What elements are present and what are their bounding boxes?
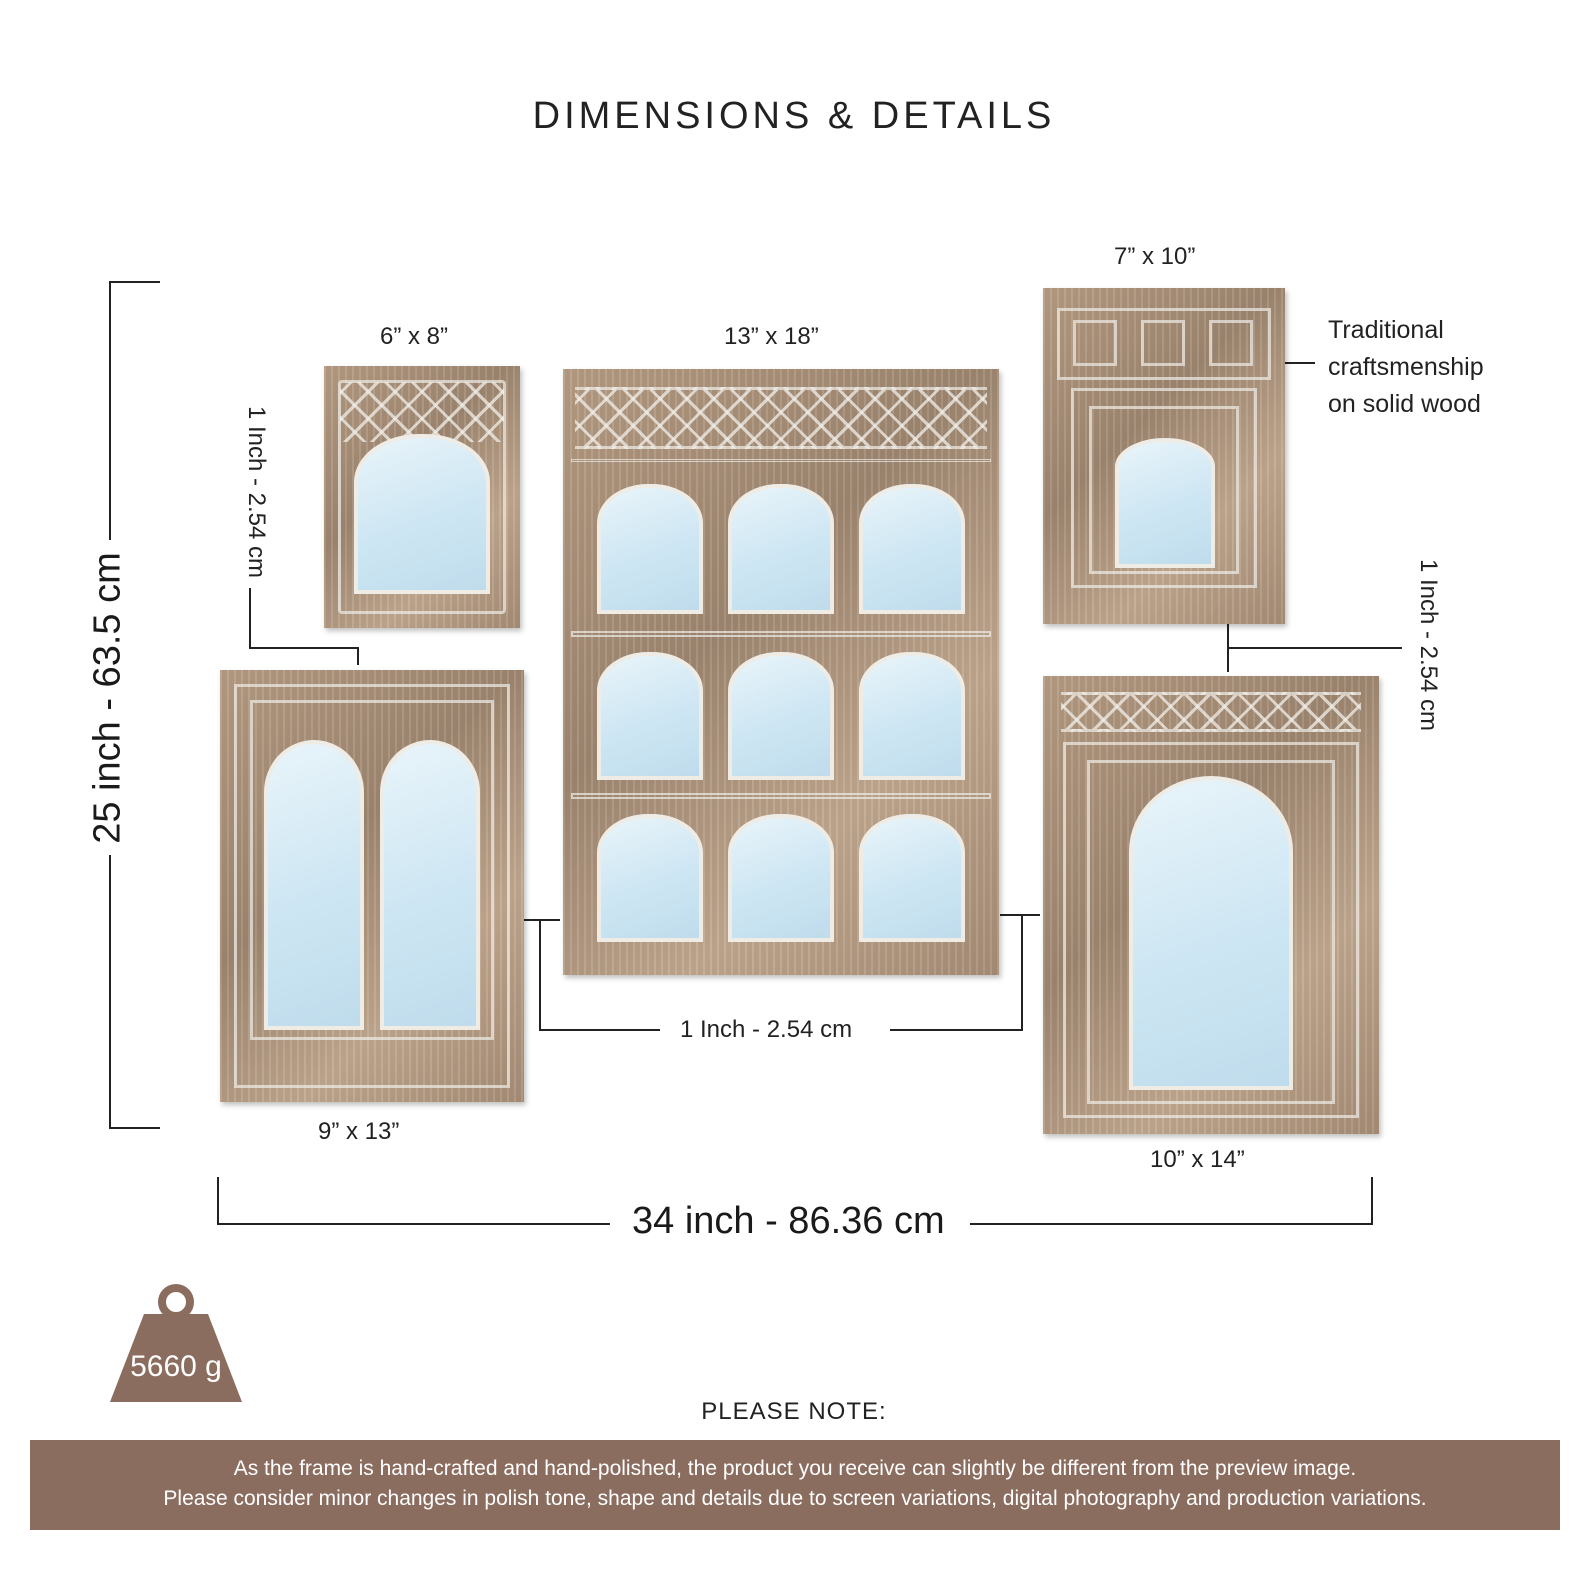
left-gap-label: 1 Inch - 2.54 cm bbox=[243, 405, 270, 579]
mirror-glass bbox=[859, 484, 965, 614]
note-line: Please consider minor changes in polish tone, shape and details due to screen variations, digital photography and production variations. bbox=[163, 1487, 1427, 1510]
craftsmanship-callout bbox=[1328, 312, 1484, 423]
overall-width-label: 34 inch - 86.36 cm bbox=[632, 1200, 945, 1242]
callout-line: craftsmenship bbox=[1328, 353, 1484, 381]
mirror-7x10 bbox=[1043, 288, 1285, 624]
callout-line: Traditional bbox=[1328, 316, 1444, 344]
label-6x8: 6” x 8” bbox=[380, 323, 449, 350]
label-13x18: 13” x 18” bbox=[724, 323, 819, 350]
mirror-glass bbox=[728, 484, 834, 614]
weight-value: 5660 g bbox=[130, 1350, 222, 1383]
note-line: As the frame is hand-crafted and hand-polished, the product you receive can slightly be different from the preview image. bbox=[233, 1457, 1357, 1480]
note-banner bbox=[30, 1440, 1560, 1530]
weight-icon bbox=[108, 1284, 244, 1404]
note-heading: PLEASE NOTE: bbox=[701, 1398, 887, 1425]
mirror-glass bbox=[859, 652, 965, 780]
mirror-glass bbox=[1129, 776, 1293, 1090]
square-motif bbox=[1209, 320, 1253, 366]
divider bbox=[571, 631, 991, 637]
mirror-glass bbox=[597, 652, 703, 780]
mirror-glass bbox=[354, 434, 490, 594]
right-gap-label: 1 Inch - 2.54 cm bbox=[1415, 558, 1442, 732]
square-motif bbox=[1073, 320, 1117, 366]
page-title: DIMENSIONS & DETAILS bbox=[532, 95, 1056, 137]
mirror-6x8 bbox=[324, 366, 520, 628]
mirror-9x13 bbox=[220, 670, 524, 1102]
mirror-glass bbox=[728, 814, 834, 942]
label-10x14: 10” x 14” bbox=[1150, 1146, 1245, 1173]
mirror-glass bbox=[728, 652, 834, 780]
mirror-glass bbox=[859, 814, 965, 942]
mirror-glass bbox=[597, 814, 703, 942]
divider bbox=[571, 459, 991, 462]
lattice-pattern bbox=[575, 387, 987, 449]
callout-line: on solid wood bbox=[1328, 390, 1481, 418]
center-gap-label: 1 Inch - 2.54 cm bbox=[680, 1016, 853, 1043]
floral-pattern bbox=[340, 382, 504, 442]
diamond-pattern bbox=[1061, 692, 1361, 732]
mirror-glass bbox=[597, 484, 703, 614]
mirror-13x18 bbox=[563, 369, 999, 975]
mirror-glass bbox=[264, 740, 364, 1030]
overall-height-label: 25 inch - 63.5 cm bbox=[86, 552, 129, 844]
label-9x13: 9” x 13” bbox=[318, 1118, 400, 1145]
label-7x10: 7” x 10” bbox=[1114, 243, 1196, 270]
square-motif bbox=[1141, 320, 1185, 366]
mirror-glass bbox=[1115, 438, 1215, 568]
mirror-glass bbox=[380, 740, 480, 1030]
mirror-10x14 bbox=[1043, 676, 1379, 1134]
divider bbox=[571, 793, 991, 799]
